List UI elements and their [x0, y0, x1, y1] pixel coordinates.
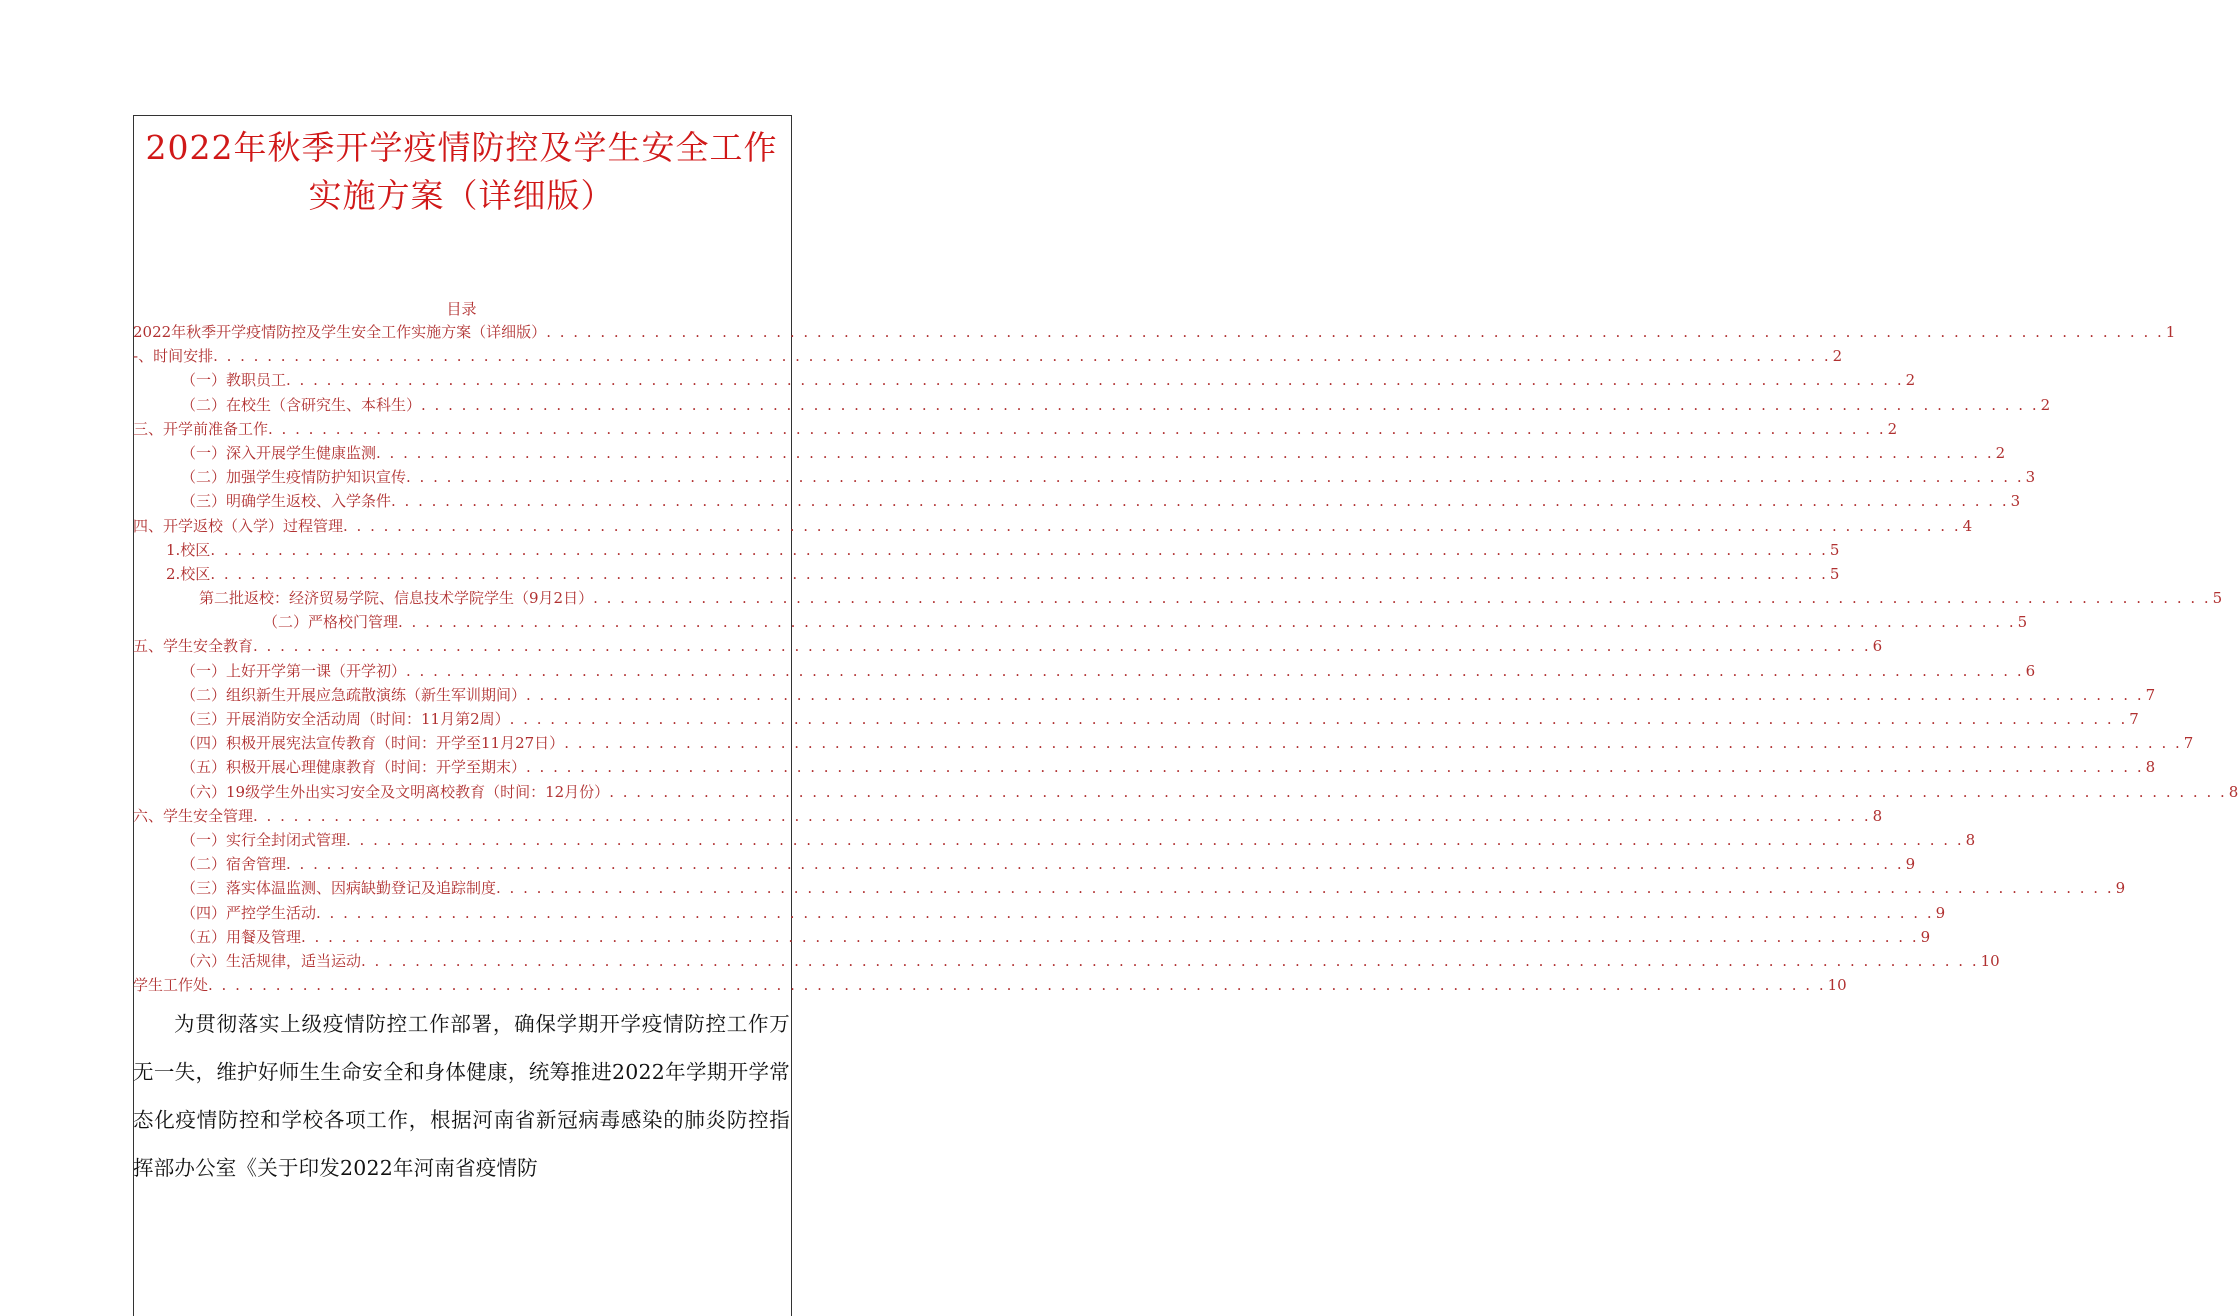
- toc-entry-text: 1.校区: [166, 540, 211, 559]
- toc-entry[interactable]: [133, 684, 2156, 708]
- toc-entry-text: （三）开展消防安全活动周（时间：11月第2周）: [181, 710, 510, 728]
- toc-page-number: 1: [2165, 323, 2176, 341]
- toc-page-number: 3: [2025, 468, 2036, 487]
- toc-entry-text: （五）积极开展心理健康教育（时间：开学至期末）: [181, 758, 527, 777]
- toc-entry[interactable]: [133, 587, 2223, 611]
- toc-leader-dots: . . . . . . . . . . . . . . . . . . . . . . . . . . . . . . . . . . . . . . . . . . . . . . . . . . . . . . . . . . . . . . . . . . . . . . . . . . . . . . . . . . . . . . . . . . . . . . . . . . . . . . . . . . . . . . . . . . . . . . . .: [210, 564, 1828, 583]
- toc-entry[interactable]: [133, 321, 2176, 345]
- toc-page-number: 5: [2017, 613, 2028, 632]
- toc-leader-dots: . . . . . . . . . . . . . . . . . . . . . . . . . . . . . . . . . . . . . . . . . . . . . . . . . . . . . . . . . . . . . . . . . . . . . . . . . . . . . . . . . . . . . . . . . . . . . . . . . . . . . . . . . . . . . . . . . . . . . . . .: [406, 661, 2024, 680]
- toc-page-number: 10: [1980, 951, 2000, 970]
- toc-page-number: 2: [1887, 419, 1898, 438]
- toc-page-number: 2: [1995, 443, 2006, 462]
- toc-entry[interactable]: [133, 805, 1883, 829]
- toc-entry[interactable]: [133, 515, 1973, 539]
- toc-entry-text: （一）深入开展学生健康监测: [181, 443, 377, 462]
- toc-entry[interactable]: [133, 853, 1916, 877]
- toc-leader-dots: . . . . . . . . . . . . . . . . . . . . . . . . . . . . . . . . . . . . . . . . . . . . . . . . . . . . . . . . . . . . . . . . . . . . . . . . . . . . . . . . . . . . . . . . . . . . . . . . . . . . . . . . . . . . . . . . . . . . . . . .: [391, 492, 2009, 511]
- toc-entry-text: （二）加强学生疫情防护知识宣传: [181, 468, 407, 487]
- toc-leader-dots: . . . . . . . . . . . . . . . . . . . . . . . . . . . . . . . . . . . . . . . . . . . . . . . . . . . . . . . . . . . . . . . . . . . . . . . . . . . . . . . . . . . . . . . . . . . . . . . . . . . . . . . . . . . . . . . . . . . . . . . .: [398, 613, 2016, 632]
- toc-entry-text: （六）生活规律，适当运动: [181, 951, 362, 970]
- toc-page-number: 9: [2115, 879, 2126, 898]
- toc-leader-dots: . . . . . . . . . . . . . . . . . . . . . . . . . . . . . . . . . . . . . . . . . . . . . . . . . . . . . . . . . . . . . . . . . . . . . . . . . . . . . . . . . . . . . . . . . . . . . . . . . . . . . . . . . . . . . . . . . . . . . . . .: [286, 371, 1904, 390]
- toc-entry-text: （六）19级学生外出实习安全及文明离校教育（时间：12月份）: [181, 782, 610, 801]
- toc-entry[interactable]: [133, 369, 1916, 393]
- toc-entry-text: （二）组织新生开展应急疏散演练（新生军训期间）: [181, 685, 527, 704]
- toc-entry-text: 三、开学前准备工作: [133, 419, 269, 438]
- toc-entry[interactable]: [133, 877, 2126, 901]
- toc-entry-text: 四、开学返校（入学）过程管理: [133, 516, 344, 535]
- toc-entry-text: 学生工作处: [133, 976, 209, 995]
- toc-page-number: 2: [2040, 395, 2051, 414]
- toc-entry[interactable]: [133, 708, 2139, 732]
- toc-entry[interactable]: [133, 926, 1931, 950]
- toc-entry-text: （四）严控学生活动: [181, 903, 317, 922]
- toc-page-number: 9: [1935, 903, 1946, 922]
- toc-leader-dots: . . . . . . . . . . . . . . . . . . . . . . . . . . . . . . . . . . . . . . . . . . . . . . . . . . . . . . . . . . . . . . . . . . . . . . . . . . . . . . . . . . . . . . . . . . . . . . . . . . . . . . . . . . . . . . . . . . . . . . . .: [361, 951, 1979, 970]
- toc-entry[interactable]: [133, 756, 2156, 780]
- toc-entry[interactable]: [133, 635, 1883, 659]
- toc-page-number: 7: [2183, 734, 2194, 753]
- toc-entry-text: （二）严格校门管理: [263, 613, 399, 632]
- toc-leader-dots: . . . . . . . . . . . . . . . . . . . . . . . . . . . . . . . . . . . . . . . . . . . . . . . . . . . . . . . . . . . . . . . . . . . . . . . . . . . . . . . . . . . . . . . . . . . . . . . . . . . . . . . . . . . . . . . . . . . . . . . .: [564, 734, 2182, 753]
- toc-leader-dots: . . . . . . . . . . . . . . . . . . . . . . . . . . . . . . . . . . . . . . . . . . . . . . . . . . . . . . . . . . . . . . . . . . . . . . . . . . . . . . . . . . . . . . . . . . . . . . . . . . . . . . . . . . . . . . . . . . . . . . . .: [343, 516, 1961, 535]
- toc-heading: 目录: [446, 300, 477, 318]
- toc-entry[interactable]: [133, 442, 2006, 466]
- toc-entry-text: （三）明确学生返校、入学条件: [181, 492, 392, 511]
- toc-leader-dots: . . . . . . . . . . . . . . . . . . . . . . . . . . . . . . . . . . . . . . . . . . . . . . . . . . . . . . . . . . . . . . . . . . . . . . . . . . . . . . . . . . . . . . . . . . . . . . . . . . . . . . . . . . . . . . . . . . . . . . . .: [421, 395, 2039, 414]
- toc-page-number: 8: [1872, 806, 1883, 825]
- toc-leader-dots: . . . . . . . . . . . . . . . . . . . . . . . . . . . . . . . . . . . . . . . . . . . . . . . . . . . . . . . . . . . . . . . . . . . . . . . . . . . . . . . . . . . . . . . . . . . . . . . . . . . . . . . . . . . . . . . . . . . . . . . .: [213, 347, 1831, 366]
- toc-leader-dots: . . . . . . . . . . . . . . . . . . . . . . . . . . . . . . . . . . . . . . . . . . . . . . . . . . . . . . . . . . . . . . . . . . . . . . . . . . . . . . . . . . . . . . . . . . . . . . . . . . . . . . . . . . . . . . . . . . . . . . . .: [526, 758, 2144, 777]
- toc-page-number: 2: [1905, 371, 1916, 390]
- toc-page-number: 9: [1905, 855, 1916, 874]
- toc-page-number: 9: [1920, 927, 1931, 946]
- toc-entry[interactable]: [133, 563, 1840, 587]
- body-paragraph: 为贯彻落实上级疫情防控工作部署，确保学期开学疫情防控工作万无一失，维护好师生生命安全和身体健康，统筹推进2022年学期开学常态化疫情防控和学校各项工作，根据河南省新冠病毒感染的肺炎防控指挥部办公室《关于印发2022年河南省疫情防: [133, 1012, 790, 1180]
- toc-leader-dots: . . . . . . . . . . . . . . . . . . . . . . . . . . . . . . . . . . . . . . . . . . . . . . . . . . . . . . . . . . . . . . . . . . . . . . . . . . . . . . . . . . . . . . . . . . . . . . . . . . . . . . . . . . . . . . . . . . . . . . . .: [286, 855, 1904, 874]
- toc-leader-dots: . . . . . . . . . . . . . . . . . . . . . . . . . . . . . . . . . . . . . . . . . . . . . . . . . . . . . . . . . . . . . . . . . . . . . . . . . . . . . . . . . . . . . . . . . . . . . . . . . . . . . . . . . . . . . . . . . . . . . . . .: [376, 443, 1994, 462]
- toc-entry-text: （一）教职员工: [181, 371, 287, 390]
- toc-leader-dots: . . . . . . . . . . . . . . . . . . . . . . . . . . . . . . . . . . . . . . . . . . . . . . . . . . . . . . . . . . . . . . . . . . . . . . . . . . . . . . . . . . . . . . . . . . . . . . . . . . . . . . . . . . . . . . . . . . . . . . . .: [210, 540, 1828, 559]
- toc-leader-dots: . . . . . . . . . . . . . . . . . . . . . . . . . . . . . . . . . . . . . . . . . . . . . . . . . . . . . . . . . . . . . . . . . . . . . . . . . . . . . . . . . . . . . . . . . . . . . . . . . . . . . . . . . . . . . . . . . . . . . . . .: [496, 879, 2114, 898]
- toc-leader-dots: . . . . . . . . . . . . . . . . . . . . . . . . . . . . . . . . . . . . . . . . . . . . . . . . . . . . . . . . . . . . . . . . . . . . . . . . . . . . . . . . . . . . . . . . . . . . . . . . . . . . . . . . . . . . . . . . . . . . . . . .: [526, 685, 2144, 704]
- toc-page-number: 8: [2228, 782, 2238, 801]
- toc-page-number: 10: [1827, 976, 1847, 995]
- toc-entry[interactable]: [133, 902, 1946, 926]
- toc-page-number: 8: [1965, 830, 1976, 849]
- toc-leader-dots: . . . . . . . . . . . . . . . . . . . . . . . . . . . . . . . . . . . . . . . . . . . . . . . . . . . . . . . . . . . . . . . . . . . . . . . . . . . . . . . . . . . . . . . . . . . . . . . . . . . . . . . . . . . . . . . . . . . . . . . .: [546, 323, 2164, 341]
- toc-page-number: 2: [1832, 347, 1843, 366]
- toc-entry-text: （四）积极开展宪法宣传教育（时间：开学至11月27日）: [181, 734, 565, 753]
- toc-page-number: 4: [1962, 516, 1973, 535]
- toc-page-number: 7: [2129, 710, 2139, 728]
- toc-entry-text: （二）宿舍管理: [181, 855, 287, 874]
- toc-page-number: 6: [1872, 637, 1883, 656]
- toc-entry[interactable]: [133, 829, 1976, 853]
- toc-entry[interactable]: [133, 345, 1843, 369]
- toc-entry-text: （一）上好开学第一课（开学初）: [181, 661, 407, 680]
- toc-entry-text: 第二批返校：经济贸易学院、信息技术学院学生（9月2日）: [199, 589, 594, 608]
- toc-entry[interactable]: [133, 394, 2051, 418]
- toc-leader-dots: . . . . . . . . . . . . . . . . . . . . . . . . . . . . . . . . . . . . . . . . . . . . . . . . . . . . . . . . . . . . . . . . . . . . . . . . . . . . . . . . . . . . . . . . . . . . . . . . . . . . . . . . . . . . . . . . . . . . . . . .: [406, 468, 2024, 487]
- toc-entry-text: （三）落实体温监测、因病缺勤登记及追踪制度: [181, 879, 497, 898]
- document-title-line1: 2022年秋季开学疫情防控及学生安全工作: [145, 128, 778, 167]
- toc-entry-text: -、时间安排: [133, 347, 214, 366]
- toc-entry[interactable]: [133, 974, 1847, 998]
- toc-entry[interactable]: [133, 418, 1898, 442]
- toc-entry[interactable]: [133, 781, 2238, 805]
- document-title-line2: 实施方案（详细版）: [308, 176, 615, 215]
- toc-leader-dots: . . . . . . . . . . . . . . . . . . . . . . . . . . . . . . . . . . . . . . . . . . . . . . . . . . . . . . . . . . . . . . . . . . . . . . . . . . . . . . . . . . . . . . . . . . . . . . . . . . . . . . . . . . . . . . . . . . . . . . . .: [346, 830, 1964, 849]
- toc-leader-dots: . . . . . . . . . . . . . . . . . . . . . . . . . . . . . . . . . . . . . . . . . . . . . . . . . . . . . . . . . . . . . . . . . . . . . . . . . . . . . . . . . . . . . . . . . . . . . . . . . . . . . . . . . . . . . . . . . . . . . . . .: [301, 927, 1919, 946]
- toc-page-number: 7: [2145, 685, 2156, 704]
- toc-entry-text: （五）用餐及管理: [181, 927, 302, 946]
- toc-page-number: 5: [1829, 564, 1840, 583]
- toc-entry[interactable]: [133, 660, 2036, 684]
- toc-entry[interactable]: [133, 950, 2000, 974]
- toc-entry[interactable]: [133, 539, 1840, 563]
- toc-entry[interactable]: [133, 466, 2036, 490]
- toc-leader-dots: . . . . . . . . . . . . . . . . . . . . . . . . . . . . . . . . . . . . . . . . . . . . . . . . . . . . . . . . . . . . . . . . . . . . . . . . . . . . . . . . . . . . . . . . . . . . . . . . . . . . . . . . . . . . . . . . . . . . . . . .: [253, 637, 1871, 656]
- toc-entry-text: 2022年秋季开学疫情防控及学生安全工作实施方案（详细版）: [133, 323, 547, 341]
- table-of-contents: [133, 321, 2238, 998]
- toc-entry[interactable]: [133, 732, 2194, 756]
- toc-entry-text: （二）在校生（含研究生、本科生）: [181, 395, 422, 414]
- toc-entry-text: （一）实行全封闭式管理: [181, 830, 347, 849]
- toc-leader-dots: . . . . . . . . . . . . . . . . . . . . . . . . . . . . . . . . . . . . . . . . . . . . . . . . . . . . . . . . . . . . . . . . . . . . . . . . . . . . . . . . . . . . . . . . . . . . . . . . . . . . . . . . . . . . . . . . . . . . . . . .: [208, 976, 1826, 995]
- toc-page-number: 6: [2025, 661, 2036, 680]
- toc-page-number: 3: [2010, 492, 2021, 511]
- toc-leader-dots: . . . . . . . . . . . . . . . . . . . . . . . . . . . . . . . . . . . . . . . . . . . . . . . . . . . . . . . . . . . . . . . . . . . . . . . . . . . . . . . . . . . . . . . . . . . . . . . . . . . . . . . . . . . . . . . . . . . . . . . .: [253, 806, 1871, 825]
- toc-entry-text: 2.校区: [166, 564, 211, 583]
- toc-entry-text: 五、学生安全教育: [133, 637, 254, 656]
- toc-page-number: 8: [2145, 758, 2156, 777]
- toc-entry[interactable]: [133, 490, 2021, 514]
- toc-page-number: 5: [1829, 540, 1840, 559]
- toc-entry-text: 六、学生安全管理: [133, 806, 254, 825]
- toc-leader-dots: . . . . . . . . . . . . . . . . . . . . . . . . . . . . . . . . . . . . . . . . . . . . . . . . . . . . . . . . . . . . . . . . . . . . . . . . . . . . . . . . . . . . . . . . . . . . . . . . . . . . . . . . . . . . . . . . . . . . . . . .: [509, 710, 2128, 728]
- toc-leader-dots: . . . . . . . . . . . . . . . . . . . . . . . . . . . . . . . . . . . . . . . . . . . . . . . . . . . . . . . . . . . . . . . . . . . . . . . . . . . . . . . . . . . . . . . . . . . . . . . . . . . . . . . . . . . . . . . . . . . . . . . .: [593, 589, 2211, 608]
- toc-leader-dots: . . . . . . . . . . . . . . . . . . . . . . . . . . . . . . . . . . . . . . . . . . . . . . . . . . . . . . . . . . . . . . . . . . . . . . . . . . . . . . . . . . . . . . . . . . . . . . . . . . . . . . . . . . . . . . . . . . . . . . . .: [316, 903, 1934, 922]
- toc-leader-dots: . . . . . . . . . . . . . . . . . . . . . . . . . . . . . . . . . . . . . . . . . . . . . . . . . . . . . . . . . . . . . . . . . . . . . . . . . . . . . . . . . . . . . . . . . . . . . . . . . . . . . . . . . . . . . . . . . . . . . . . .: [609, 782, 2227, 801]
- toc-page-number: 5: [2212, 589, 2223, 608]
- toc-leader-dots: . . . . . . . . . . . . . . . . . . . . . . . . . . . . . . . . . . . . . . . . . . . . . . . . . . . . . . . . . . . . . . . . . . . . . . . . . . . . . . . . . . . . . . . . . . . . . . . . . . . . . . . . . . . . . . . . . . . . . . . .: [268, 419, 1886, 438]
- toc-entry[interactable]: [133, 611, 2028, 635]
